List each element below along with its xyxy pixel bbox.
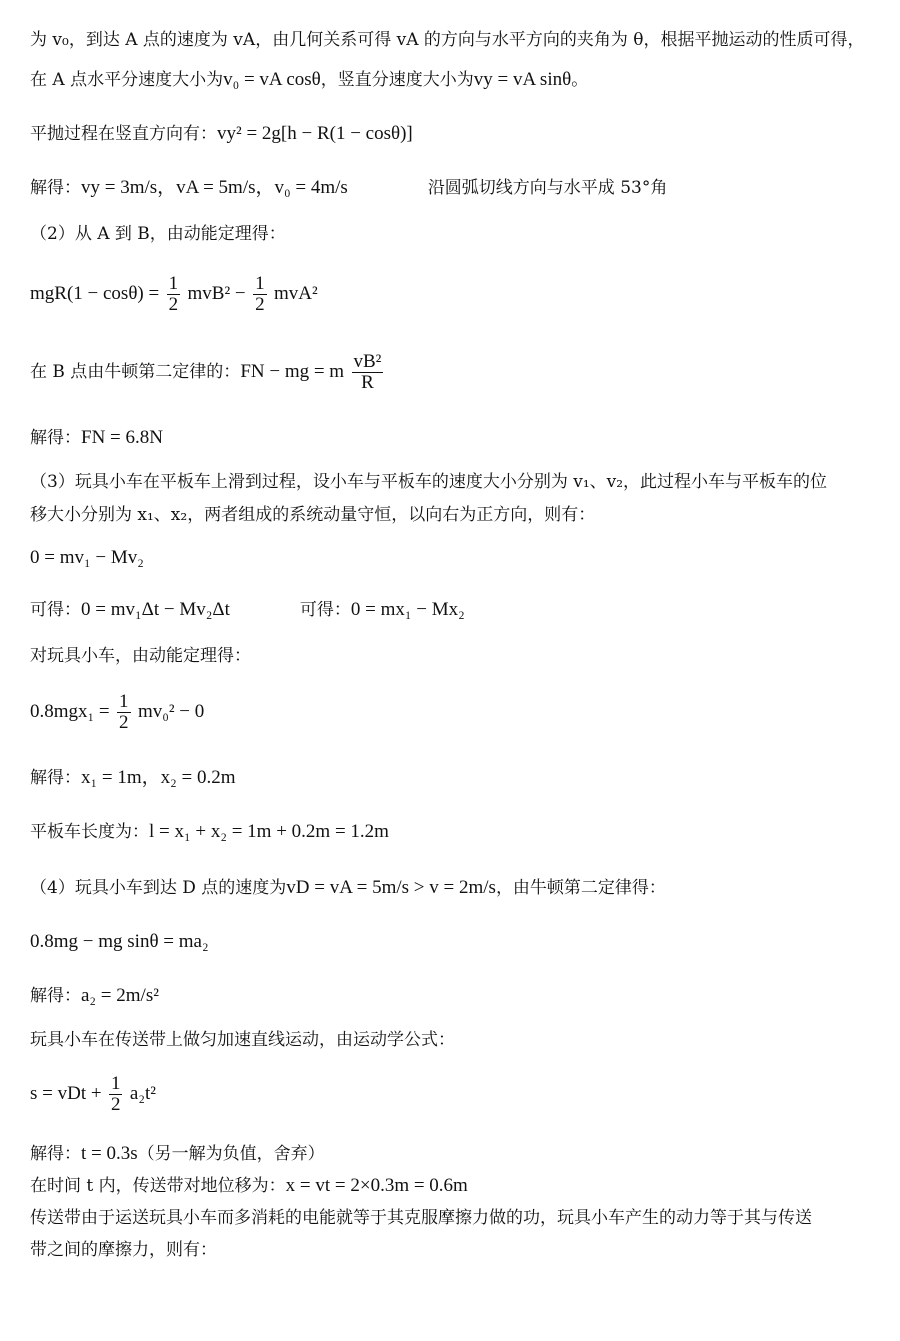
fraction: $\frac{1}{2}$ <box>110 1073 121 1115</box>
fraction: $\frac{\text{vB²}}{R}$ <box>353 351 382 393</box>
formula: FN = 6.8N <box>81 427 163 448</box>
formula: t = 0.3s <box>81 1143 138 1164</box>
equation: 在 B 点由牛顿第二定律的：FN − mg = m $\frac{\text{vB²}}{R}$ <box>30 351 382 393</box>
equation: 0.8mgx₁ = $\frac{1}{2}$ mv₀² − 0 <box>30 691 205 733</box>
text-line: 平板车长度为：l = x₁ + x₂ = 1m + 0.2m = 1.2m <box>30 821 389 842</box>
formula: a₂ = 2m/s² <box>81 985 159 1006</box>
formula: x₁ = 1m，x₂ = 0.2m <box>81 767 236 788</box>
fraction: $\frac{1}{2}$ <box>168 273 179 315</box>
text-line: 在 A 点水平分速度大小为v₀ = vA cosθ，竖直分速度大小为vy = vA sinθ。 <box>30 69 589 90</box>
equation: 0.8mg − mg sinθ = ma₂ <box>30 931 209 952</box>
text-line: 解得：t = 0.3s（另一解为负值，舍弃） <box>30 1143 325 1164</box>
text-line: 可得：0 = mv₁Δt − Mv₂Δt 可得：0 = mx₁ − Mx₂ <box>30 599 465 620</box>
text-line: 解得：FN = 6.8N <box>30 427 163 448</box>
text-line: （2）从 A 到 B，由动能定理得： <box>30 224 286 244</box>
formula: l = x₁ + x₂ = 1m + 0.2m = 1.2m <box>149 821 389 842</box>
text-line: 对玩具小车，由动能定理得： <box>30 646 251 666</box>
formula: 0 = mv₁Δt − Mv₂Δt <box>81 599 230 620</box>
formula: vD = vA = 5m/s > v = 2m/s <box>286 877 496 898</box>
equation: 0 = mv₁ − Mv₂ <box>30 547 144 568</box>
text-line: 解得：vy = 3m/s，vA = 5m/s，v₀ = 4m/s 沿圆弧切线方向与水平成 53°角 <box>30 177 668 198</box>
text-line: 解得：a₂ = 2m/s² <box>30 985 159 1006</box>
formula: 0 = mx₁ − Mx₂ <box>350 599 465 620</box>
text-line: 在时间 t 内，传送带对地位移为：x = vt = 2×0.3m = 0.6m <box>30 1175 468 1196</box>
fraction: $\frac{1}{2}$ <box>119 691 129 733</box>
text-line: （4）玩具小车到达 D 点的速度为vD = vA = 5m/s > v = 2m/s，由牛顿第二定律得： <box>30 877 666 898</box>
formula: x = vt = 2×0.3m = 0.6m <box>285 1175 468 1196</box>
text-line: （3）玩具小车在平板车上滑到过程，设小车与平板车的速度大小分别为 v₁、v₂，此过程小车与平板车的位 <box>30 472 828 492</box>
text-line: 玩具小车在传送带上做匀加速直线运动，由运动学公式： <box>30 1030 455 1050</box>
text-line: 平抛过程在竖直方向有：vy² = 2g[h − R(1 − cosθ)] <box>30 123 413 144</box>
text-line: 带之间的摩擦力，则有： <box>30 1240 217 1260</box>
fraction: $\frac{1}{2}$ <box>255 273 265 315</box>
text-line: 传送带由于运送玩具小车而多消耗的电能就等于其克服摩擦力做的功，玩具小车产生的动力等于其与传送 <box>30 1208 812 1228</box>
text-line: 解得：x₁ = 1m，x₂ = 0.2m <box>30 767 236 788</box>
formula: vy = vA sinθ <box>473 69 572 90</box>
text-line: 为 v₀，到达 A 点的速度为 vA，由几何关系可得 vA 的方向与水平方向的夹角为 θ，根据平抛运动的性质可得， <box>30 30 865 50</box>
formula: vy² = 2g[h − R(1 − cosθ)] <box>217 123 413 144</box>
formula: v₀ = vA cosθ <box>223 69 321 90</box>
text-line: 移大小分别为 x₁、x₂，两者组成的系统动量守恒，以向右为正方向，则有： <box>30 505 596 525</box>
equation: s = vDt + $\frac{1}{2}$ a₂t² <box>30 1073 156 1115</box>
formula: vy = 3m/s，vA = 5m/s，v₀ = 4m/s <box>81 177 348 198</box>
equation: mgR(1 − cosθ) = $\frac{1}{2}$ mvB² − $\frac{1}{2}$ mvA² <box>30 273 318 315</box>
